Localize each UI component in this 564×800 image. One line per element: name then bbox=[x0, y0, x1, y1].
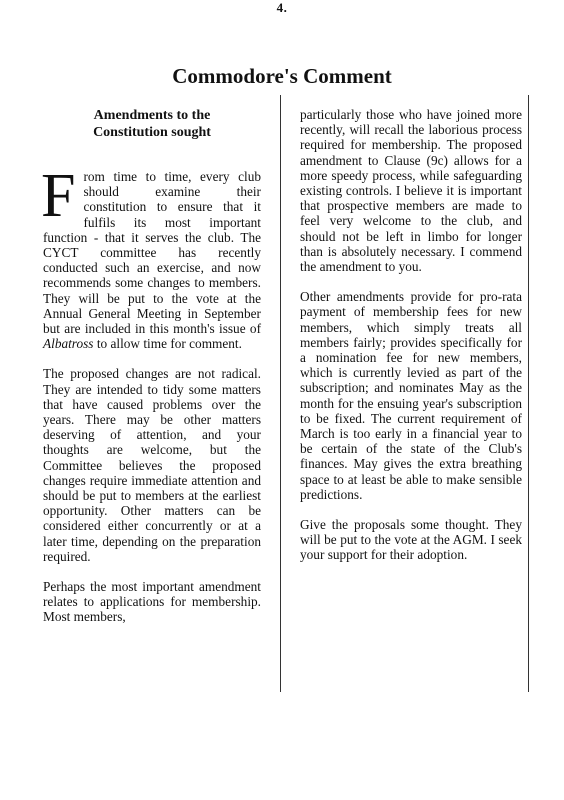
paragraph-membership-continued: particularly those who have joined more recently, will recall the laborious process required for membership. The proposed amendment to Clause (9c) allows for a more speedy process, while safeguarding existing controls. I believe it is important that prospective members are made to feel very welcome to the club, and should not be left in limbo for longer than is absolutely necessary. I commend the amendment to you. bbox=[300, 107, 522, 275]
paragraph-other-amendments: Other amendments provide for pro-rata payment of membership fees for new members, which simply treats all members fairly; provides specifically for a nomination fee for new members, which is currently levied as part of the subscription; and nominates May as the month for the ensuing year's subscription to be fixed. The current requirement of March is too early in a financial year to be certain of the state of the Club's finances. May gives the extra breathing space to at least be able to make sensible predictions. bbox=[300, 289, 522, 502]
column-divider-right bbox=[528, 95, 529, 692]
paragraph-intro-text: rom time to time, every club should examine their constitution to ensure that it fulfils its most important function - that it serves the club. The CYCT committee has recently conducted such an exercise, and now recommends some changes to members. They will be put to the vote at the Annual General Meeting in September but are included in this month's issue of bbox=[43, 169, 261, 337]
paragraph-membership: Perhaps the most important amendment relates to applications for membership. Most members, bbox=[43, 579, 261, 625]
column-divider-left bbox=[280, 95, 281, 692]
page-title: Commodore's Comment bbox=[172, 64, 392, 88]
section-heading-line2: Constitution sought bbox=[93, 125, 211, 140]
paragraph-intro-tail: to allow time for comment. bbox=[93, 336, 242, 352]
paragraph-closing: Give the proposals some thought. They will be put to the vote at the AGM. I seek your support for their adoption. bbox=[300, 517, 522, 563]
paragraph-intro bbox=[41, 162, 261, 352]
left-column bbox=[43, 107, 261, 625]
section-heading-line1: Amendments to the bbox=[93, 108, 211, 123]
right-column bbox=[300, 107, 522, 578]
publication-name: Albatross bbox=[43, 336, 94, 352]
page-number: 4. bbox=[276, 0, 288, 15]
section-heading bbox=[43, 107, 261, 141]
drop-cap: F bbox=[41, 162, 76, 230]
paragraph-changes: The proposed changes are not radical. They are intended to tidy some matters that have caused problems over the years. There may be other matters deserving of attention, and your thoughts are welcome, but the Committee believes the proposed changes require immediate attention and should be put to members at the earliest opportunity. Other matters can be considered either concurrently or at a later time, depending on the preparation required. bbox=[43, 366, 261, 564]
